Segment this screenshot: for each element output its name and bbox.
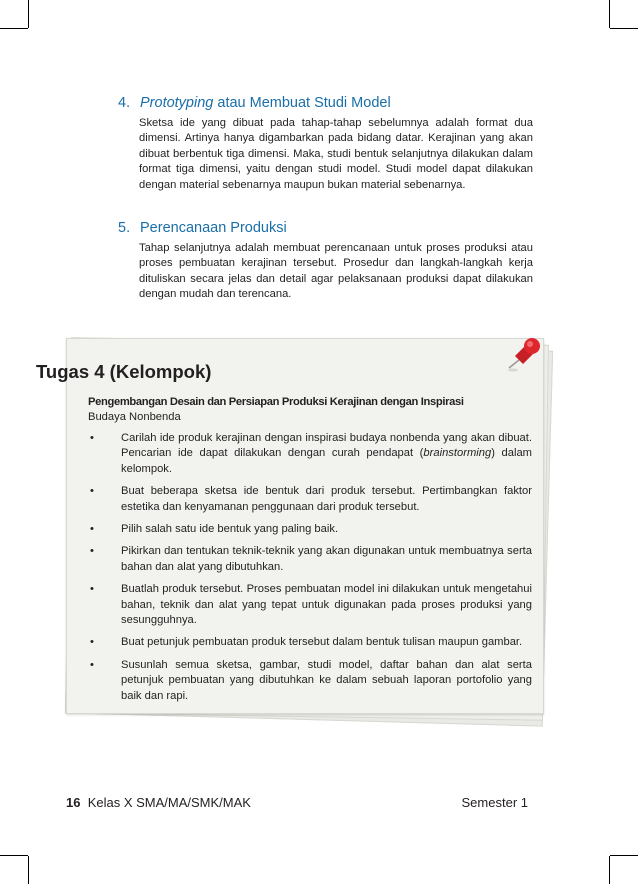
- section-heading: [118, 219, 538, 237]
- book-title: Kelas X SMA/MA/SMK/MAK: [87, 795, 251, 810]
- list-item: [88, 582, 532, 628]
- crop-mark: [28, 856, 29, 884]
- bullet-dot: •: [90, 658, 94, 671]
- list-item-text: Buat petunjuk pembuatan produk tersebut dalam bentuk tulisan maupun gambar.: [121, 636, 523, 649]
- task-subtitle-rest: Budaya Nonbenda: [88, 411, 181, 424]
- bullet-dot: •: [90, 583, 94, 596]
- bullet-dot: •: [90, 485, 94, 498]
- section-title: atau Membuat Studi Model: [213, 95, 391, 111]
- task-title: Tugas 4 (Kelompok): [36, 361, 212, 382]
- list-item: [88, 484, 532, 515]
- semester-label: Semester 1: [461, 795, 528, 810]
- task-subtitle-bold: Pengembangan Desain dan Persiapan Produksi Kerajinan dengan Inspirasi: [88, 396, 464, 408]
- list-item: [88, 658, 532, 704]
- task-subtitle: [88, 395, 532, 426]
- section-body: Sketsa ide yang dibuat pada tahap-tahap sebelumnya adalah format dua dimensi. Artinya hanya digambarkan pada bidang datar. Kerajinan yang akan dibuat berbentuk tiga dimensi. Maka, studi bentuk selanjutnya dilakukan dalam format tiga dimensi, yaitu dengan studi model. Studi model dapat dilakukan dengan material sebenarnya maupun bukan material sebenarnya.: [139, 117, 533, 191]
- list-item-text: Susunlah semua sketsa, gambar, studi model, daftar bahan dan alat serta petunjuk pembuatan yang dibutuhkan ke dalam sebuah laporan portofolio yang baik dan rapi.: [121, 658, 532, 702]
- list-item-text: Pilih salah satu ide bentuk yang paling baik.: [121, 523, 339, 536]
- crop-mark: [0, 28, 28, 29]
- list-item: [88, 522, 532, 537]
- bullet-dot: •: [90, 545, 94, 558]
- crop-mark: [610, 855, 638, 856]
- list-item: [88, 635, 532, 650]
- page-footer-right: [462, 795, 528, 810]
- bullet-dot: •: [90, 432, 94, 444]
- list-item-italic: brainstorming: [423, 447, 492, 460]
- list-item-text: Pikirkan dan tentukan teknik-teknik yang akan digunakan untuk membuatnya serta bahan dan alat yang dibutuhkan.: [121, 545, 532, 573]
- crop-mark: [609, 0, 610, 28]
- section-number: 4.: [118, 95, 131, 111]
- section-number: 5.: [118, 220, 131, 236]
- crop-mark: [610, 28, 638, 29]
- list-item-text: Buat beberapa sketsa ide bentuk dari produk tersebut. Pertimbangkan faktor estetika dan kenyamanan penggunaan dari produk tersebut.: [121, 485, 532, 513]
- push-pin-icon: [505, 334, 545, 374]
- section-perencanaan: [118, 219, 538, 303]
- crop-mark: [28, 0, 29, 28]
- list-item: [88, 544, 532, 575]
- task-bullet-list: [88, 431, 532, 711]
- page-footer-left: [66, 795, 251, 810]
- bullet-dot: •: [90, 523, 94, 536]
- section-title: Perencanaan Produksi: [140, 220, 287, 236]
- bullet-dot: •: [90, 636, 94, 649]
- list-item-text: ) dalam kelompok.: [121, 447, 532, 475]
- list-item-text: Buatlah produk tersebut. Proses pembuatan model ini dilakukan untuk mengetahui bahan, teknik dan alat yang tepat untuk digunakan pada proses produksi yang sesungguhnya.: [121, 583, 532, 627]
- section-body: Tahap selanjutnya adalah membuat perencanaan untuk proses produksi atau proses pembuatan kerajinan tersebut. Prosedur dan langkah-langkah kerja dituliskan secara jelas dan detail agar pelaksanaan produksi dapat dilakukan dengan mudah dan terencana.: [139, 242, 533, 301]
- section-title-italic: Prototyping: [140, 95, 214, 111]
- section-prototyping: [118, 94, 538, 193]
- crop-mark: [609, 856, 610, 884]
- crop-mark: [0, 855, 28, 856]
- page-number: 16: [66, 795, 81, 810]
- list-item-text: Carilah ide produk kerajinan dengan inspirasi budaya nonbenda yang akan dibuat. Pencarian ide dapat dilakukan dengan curah pendapat (: [121, 432, 532, 460]
- list-item: [88, 431, 532, 477]
- section-heading: [118, 94, 538, 112]
